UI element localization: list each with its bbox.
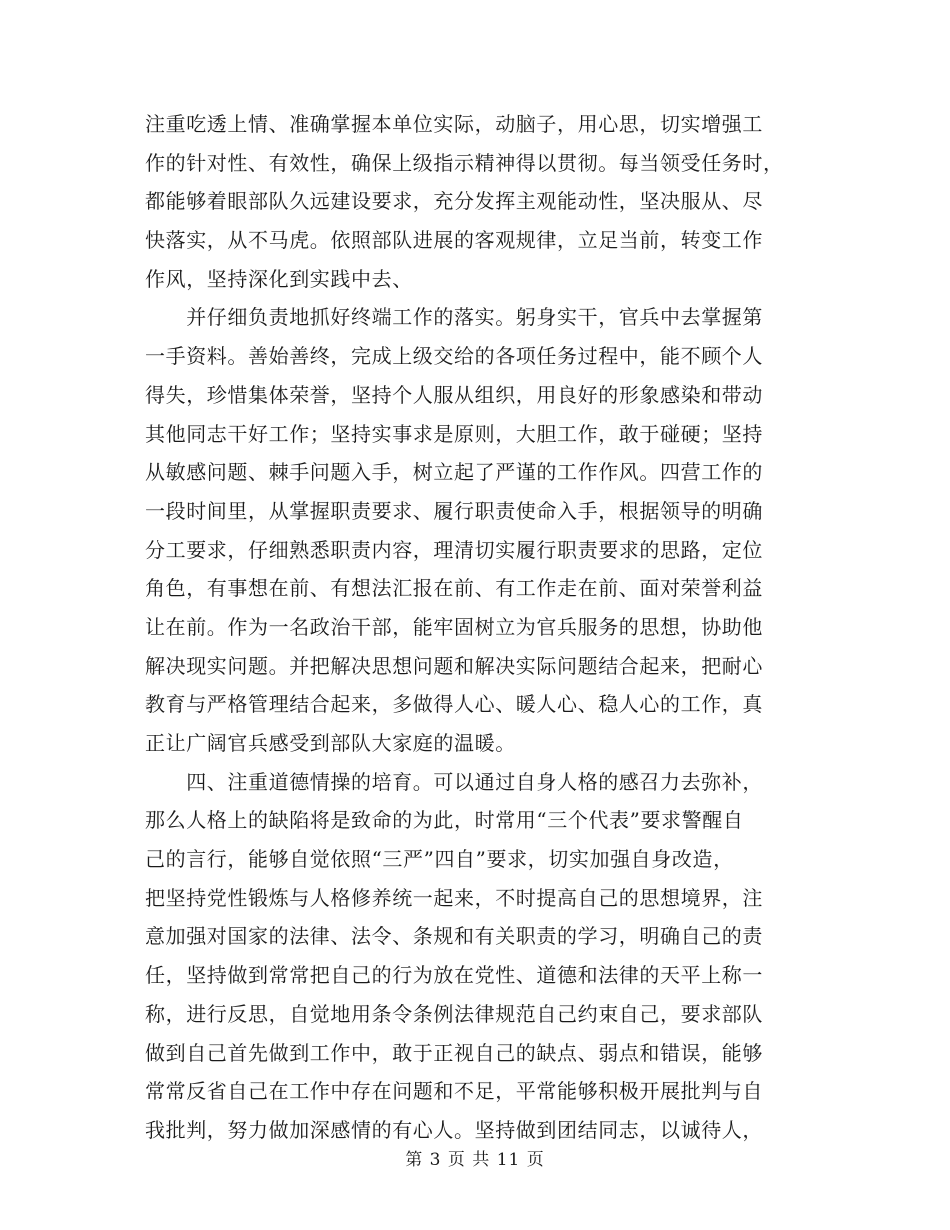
text-line: 正让广阔官兵感受到部队大家庭的温暖。	[145, 731, 516, 755]
text-line: 我批判，努力做加深感情的有心人。坚持做到团结同志，以诚待人，	[145, 1117, 763, 1142]
text-line: 把坚持党性锻炼与人格修养统一起来，不时提高自己的思想境界，注	[145, 885, 763, 910]
text-line: 常常反省自己在工作中存在问题和不足，平常能够积极开展批判与自	[145, 1079, 763, 1104]
text-line: 做到自己首先做到工作中，敢于正视自己的缺点、弱点和错误，能够	[145, 1040, 763, 1065]
body-text	[145, 105, 805, 1150]
text-line: 其他同志干好工作；坚持实事求是原则，大胆工作，敢于碰硬；坚持	[145, 421, 763, 446]
text-line: 教育与严格管理结合起来，多做得人心、暖人心、稳人心的工作，真	[145, 692, 763, 717]
text-line: 快落实，从不马虎。依照部队进展的客观规律，立足当前，转变工作	[145, 228, 763, 253]
text-line: 任，坚持做到常常把自己的行为放在党性、道德和法律的天平上称一	[145, 963, 763, 988]
text-line: 己的言行，能够自觉依照“三严”四自”要求，切实加强自身改造，	[145, 847, 734, 872]
text-line: 角色，有事想在前、有想法汇报在前、有工作走在前、面对荣誉利益	[145, 576, 763, 601]
text-line: 分工要求，仔细熟悉职责内容，理清切实履行职责要求的思路，定位	[145, 537, 763, 562]
text-line: 解决现实问题。并把解决思想问题和解决实际问题结合起来，把耐心	[145, 653, 763, 678]
text-line: 意加强对国家的法律、法令、条规和有关职责的学习，明确自己的责	[145, 924, 763, 949]
text-line: 作的针对性、有效性，确保上级指示精神得以贯彻。每当领受任务时，	[145, 150, 784, 175]
text-line: 都能够着眼部队久远建设要求，充分发挥主观能动性，坚决服从、尽	[145, 189, 763, 214]
text-line: 一段时间里，从掌握职责要求、履行职责使命入手，根据领导的明确	[145, 498, 763, 523]
text-line: 注重吃透上情、准确掌握本单位实际，动脑子，用心思，切实增强工	[145, 112, 763, 136]
text-line: 称，进行反思，自觉地用条令条例法律规范自己约束自己，要求部队	[145, 1001, 763, 1026]
text-line: 并仔细负责地抓好终端工作的落实。躬身实干，官兵中去掌握第	[145, 305, 763, 330]
text-line: 得失，珍惜集体荣誉，坚持个人服从组织，用良好的形象感染和带动	[145, 382, 763, 407]
text-line: 四、注重道德情操的培育。可以通过自身人格的感召力去弥补，	[145, 769, 763, 794]
text-line: 作风，坚持深化到实践中去、	[145, 266, 413, 291]
text-line: 从敏感问题、棘手问题入手，树立起了严谨的工作作风。四营工作的	[145, 460, 763, 485]
text-line: 让在前。作为一名政治干部，能牢固树立为官兵服务的思想，协助他	[145, 614, 763, 639]
text-line: 一手资料。善始善终，完成上级交给的各项任务过程中，能不顾个人	[145, 344, 763, 369]
page-footer: 第 3 页 共 11 页	[405, 1150, 545, 1170]
text-line: 那么人格上的缺陷将是致命的为此，时常用“三个代表”要求警醒自	[145, 808, 744, 833]
